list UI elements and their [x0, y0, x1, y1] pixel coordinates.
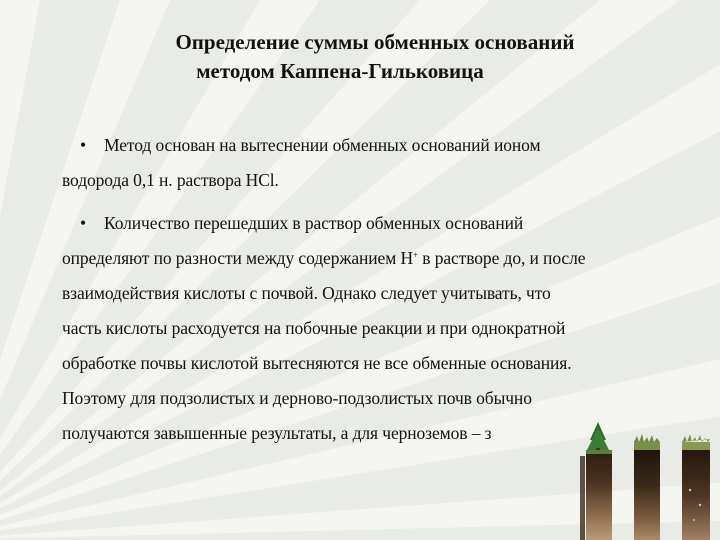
p1-line-1: Метод основан на вытеснении обменных оснований ионом — [104, 135, 541, 155]
bullet-dot-icon: • — [80, 135, 87, 155]
soil-column-3 — [682, 434, 710, 540]
soil-column-1 — [580, 422, 612, 540]
soil-column-2 — [634, 434, 660, 540]
p1-line-2: водорода 0,1 н. раствора HCl. — [62, 170, 279, 190]
p2-line-1: Количество перешедших в раствор обменных оснований — [104, 213, 524, 233]
p2-line-6: Поэтому для подзолистых и дерново-подзолистых почв обычно — [62, 388, 532, 408]
p2-line-2a: определяют по разности между содержанием Н — [62, 248, 413, 268]
title-line-1: Определение суммы обменных оснований — [175, 30, 575, 54]
soil-profile-columns-icon — [578, 420, 720, 540]
p2-line-4: часть кислоты расходуется на побочные реакции и при однократной — [62, 318, 566, 338]
p2-line-3: взаимодействия кислоты с почвой. Однако следует учитывать, что — [62, 283, 551, 303]
p2-line-2b: в растворе до, и после — [417, 248, 586, 268]
p2-line-2-superscript: + — [413, 250, 418, 260]
p2-line-7: получаются завышенные результаты, а для черноземов – з — [62, 423, 492, 443]
slide-title — [0, 28, 720, 86]
bullet-dot-icon: • — [80, 213, 87, 233]
paragraph-1 — [62, 128, 682, 198]
title-line-2: методом Каппена-Гильковица — [196, 59, 484, 83]
paragraph-2 — [62, 206, 682, 451]
p2-line-5: обработке почвы кислотой вытесняются не все обменные основания. — [62, 353, 572, 373]
slide-body — [62, 128, 682, 451]
